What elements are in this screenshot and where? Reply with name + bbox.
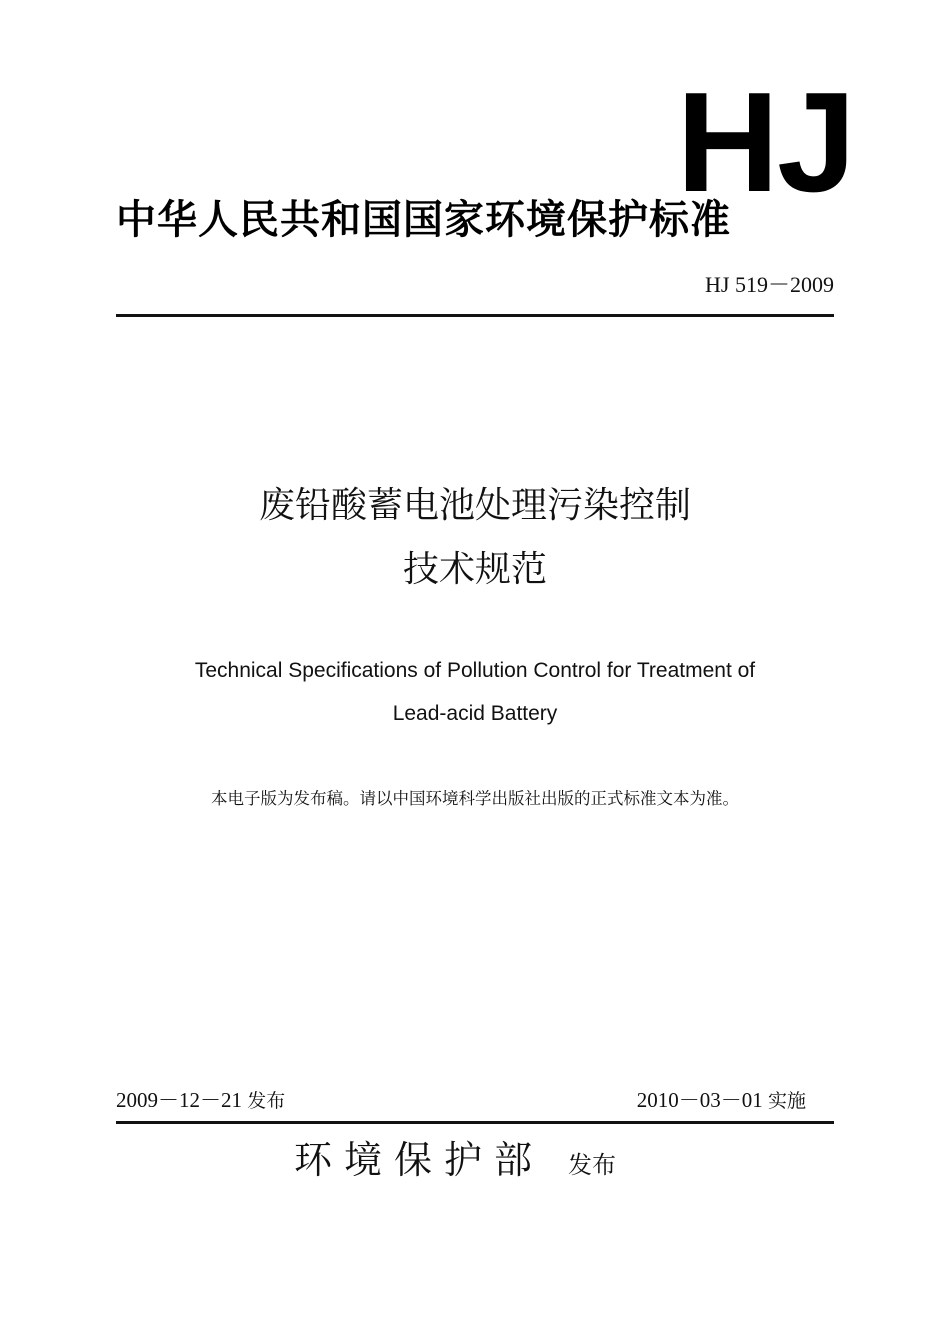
standard-code: HJ 519－2009 bbox=[705, 272, 834, 297]
implementation-date bbox=[637, 1088, 806, 1113]
bottom-divider bbox=[116, 1121, 834, 1124]
top-divider bbox=[116, 314, 834, 317]
hj-logo: HJ bbox=[676, 63, 854, 222]
publisher-suffix: 发布 bbox=[568, 1151, 617, 1179]
publisher-name: 环境保护部 bbox=[294, 1138, 545, 1182]
standard-type-title: 中华人民共和国国家环境保护标准 bbox=[116, 197, 731, 243]
publisher bbox=[294, 1138, 616, 1184]
implementation-date-value: 2010－03－01 bbox=[636, 1088, 763, 1112]
english-title-line-1: Technical Specifications of Pollution Control for Treatment of bbox=[194, 659, 756, 682]
implementation-date-label: 实施 bbox=[767, 1090, 806, 1112]
chinese-title-line-1: 废铅酸蓄电池处理污染控制 bbox=[258, 485, 691, 526]
chinese-title-line-2: 技术规范 bbox=[402, 549, 547, 590]
electronic-version-note: 本电子版为发布稿。请以中国环境科学出版社出版的正式标准文本为准。 bbox=[211, 789, 739, 808]
issue-date bbox=[116, 1088, 285, 1113]
english-title-line-2: Lead-acid Battery bbox=[392, 702, 558, 725]
issue-date-label: 发布 bbox=[247, 1090, 286, 1112]
issue-date-value: 2009－12－21 bbox=[116, 1088, 242, 1112]
